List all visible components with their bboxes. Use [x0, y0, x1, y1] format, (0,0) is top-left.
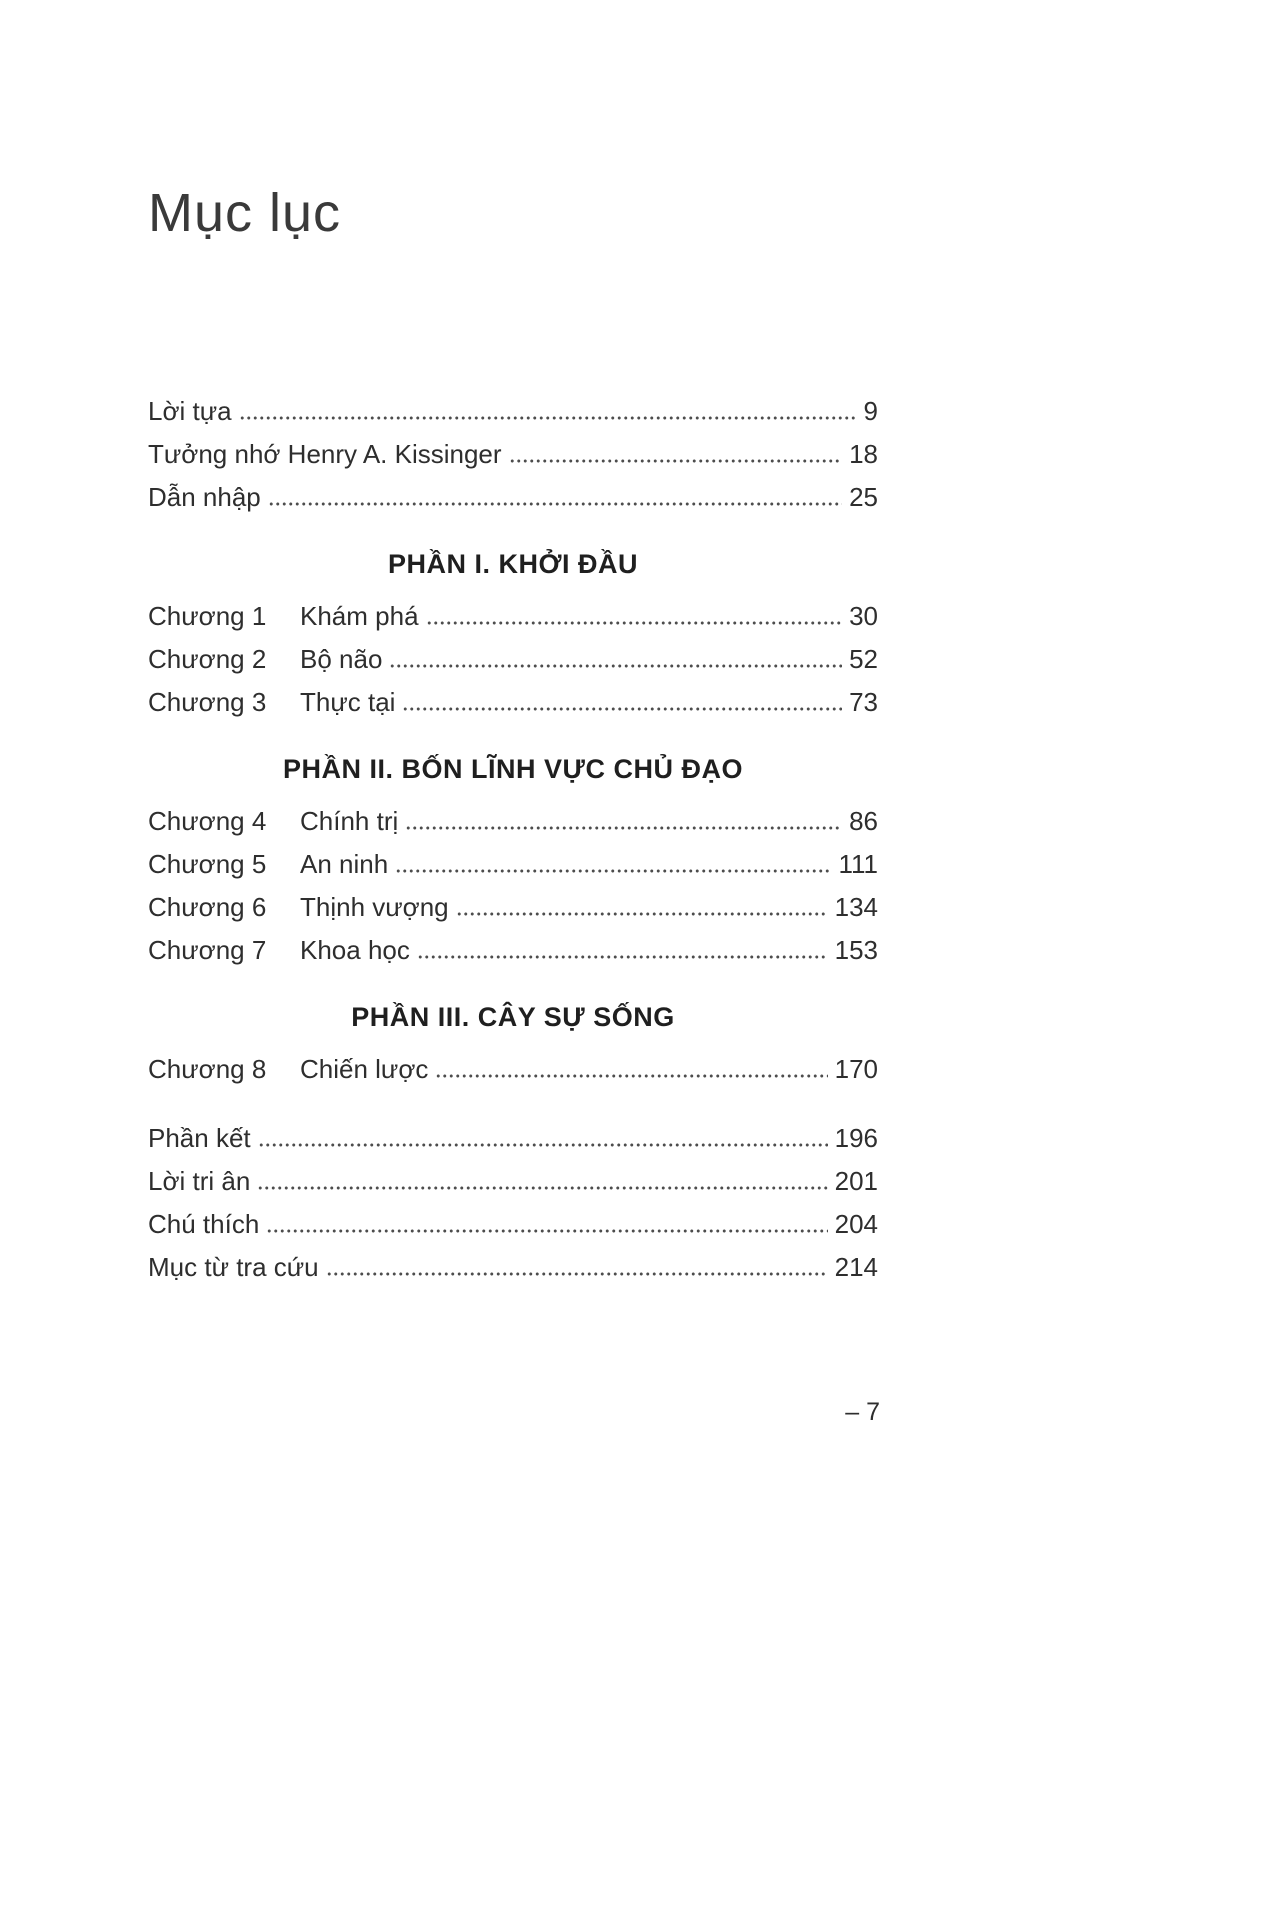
chapter-number-label: Chương 8: [148, 1054, 267, 1084]
dot-leader: [258, 1143, 828, 1147]
dot-leader: [402, 707, 842, 711]
chapter-page: 134: [834, 892, 878, 922]
dot-leader: [266, 1229, 827, 1233]
chapter-row: [148, 595, 878, 638]
chapter-title: Thịnh vượng: [300, 892, 449, 922]
dot-leader: [405, 826, 842, 830]
toc-entry-page: 214: [834, 1252, 878, 1282]
dot-leader: [395, 869, 831, 873]
toc-entry-page: 18: [849, 439, 878, 469]
toc-entry-page: 204: [834, 1209, 878, 1239]
toc-entry: [148, 476, 878, 519]
toc-entry-page: 196: [834, 1123, 878, 1153]
dot-leader: [426, 621, 843, 625]
toc-entry-label: Lời tri ân: [148, 1166, 251, 1196]
chapter-title: Chiến lược: [300, 1054, 429, 1084]
toc-entry-page: 201: [834, 1166, 878, 1196]
dot-leader: [435, 1074, 827, 1078]
back-matter-list: [148, 1117, 878, 1289]
chapter-number-label: Chương 3: [148, 687, 267, 717]
chapter-row: [148, 681, 878, 724]
chapter-page: 170: [834, 1054, 878, 1084]
chapter-number-label: Chương 2: [148, 644, 267, 674]
toc-content: [148, 0, 878, 1289]
chapter-row: [148, 638, 878, 681]
toc-entry: [148, 1203, 878, 1246]
chapter-page: 86: [849, 806, 878, 836]
chapter-page: 111: [838, 849, 878, 879]
chapter-number-label: Chương 4: [148, 806, 267, 836]
toc-entry-page: 9: [863, 396, 878, 426]
chapter-title: Thực tại: [300, 687, 396, 717]
toc-entry-label: Mục từ tra cứu: [148, 1252, 319, 1282]
chapter-number-label: Chương 7: [148, 935, 267, 965]
footer-page-number: – 7: [845, 1398, 880, 1426]
chapter-page: 73: [849, 687, 878, 717]
toc-entry-label: Phần kết: [148, 1123, 251, 1153]
chapter-row: [148, 1048, 878, 1091]
chapter-number-label: Chương 1: [148, 601, 267, 631]
section-part-2: [148, 800, 878, 972]
dot-leader: [239, 416, 857, 420]
toc-entry: [148, 1117, 878, 1160]
section-part-1: [148, 595, 878, 724]
dot-leader: [509, 459, 843, 463]
chapter-row: [148, 886, 878, 929]
chapter-row: [148, 800, 878, 843]
chapter-title: Khám phá: [300, 601, 419, 631]
toc-entry: [148, 433, 878, 476]
chapter-title: Chính trị: [300, 806, 399, 836]
toc-entry-page: 25: [849, 482, 878, 512]
front-matter-list: [148, 390, 878, 519]
chapter-title: Bộ não: [300, 644, 383, 674]
toc-entry: [148, 1246, 878, 1289]
toc-entry-label: Tưởng nhớ Henry A. Kissinger: [148, 439, 502, 469]
chapter-number-label: Chương 6: [148, 892, 267, 922]
toc-entry: [148, 1160, 878, 1203]
chapter-number-label: Chương 5: [148, 849, 267, 879]
dot-leader: [456, 912, 828, 916]
dot-leader: [417, 955, 828, 959]
toc-entry: [148, 390, 878, 433]
toc-entry-label: Chú thích: [148, 1209, 260, 1239]
chapter-row: [148, 843, 878, 886]
chapter-page: 153: [834, 935, 878, 965]
toc-entry-label: Lời tựa: [148, 396, 232, 426]
chapter-row: [148, 929, 878, 972]
section-part-3: [148, 1048, 878, 1091]
chapter-title: An ninh: [300, 849, 389, 879]
section-heading-part-3: PHẦN III. CÂY SỰ SỐNG: [351, 1002, 675, 1032]
chapter-page: 52: [849, 644, 878, 674]
section-heading-part-2: PHẦN II. BỐN LĨNH VỰC CHỦ ĐẠO: [283, 754, 743, 784]
dot-leader: [326, 1272, 828, 1276]
chapter-page: 30: [849, 601, 878, 631]
page-title: Mục lục: [148, 183, 342, 243]
dot-leader: [268, 502, 842, 506]
dot-leader: [389, 664, 842, 668]
chapter-title: Khoa học: [300, 935, 410, 965]
toc-entry-label: Dẫn nhập: [148, 482, 261, 512]
section-heading-part-1: PHẦN I. KHỞI ĐẦU: [387, 549, 639, 579]
dot-leader: [257, 1186, 827, 1190]
